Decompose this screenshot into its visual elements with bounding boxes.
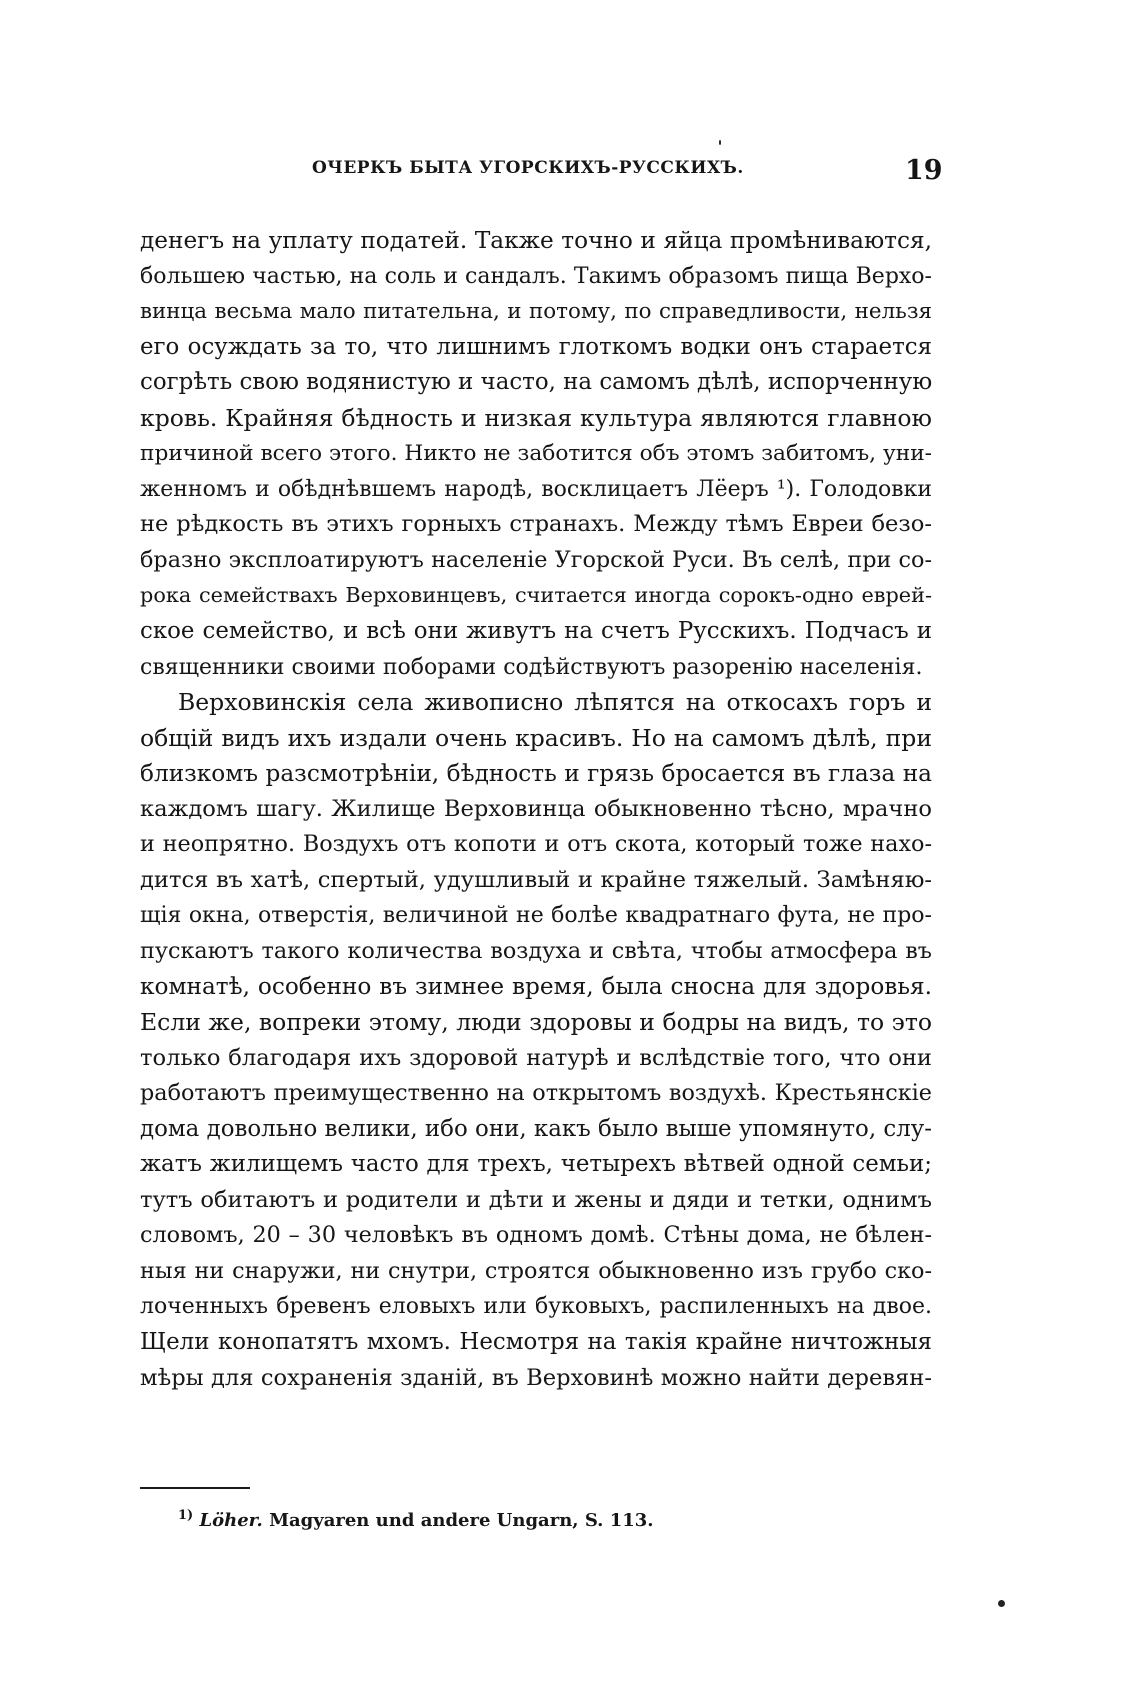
text-line: Если же, вопреки этому, люди здоровы и бодры на видъ, то это xyxy=(140,1008,932,1037)
footnote-marker: 1) xyxy=(178,1508,194,1523)
text-line: и неопрятно. Воздухъ отъ копоти и отъ скота, который тоже нахо- xyxy=(140,831,932,858)
running-head: ОЧЕРКЪ БЫТА УГОРСКИХЪ-РУССКИХЪ. xyxy=(312,158,744,178)
scan-speck xyxy=(998,1600,1005,1607)
footnote-text: Magyaren und andere Ungarn, S. 113. xyxy=(269,1510,654,1531)
text-line: работаютъ преимущественно на открытомъ воздухѣ. Крестьянскіе xyxy=(140,1080,932,1107)
text-line: его осуждать за то, что лишнимъ глоткомъ водки онъ старается xyxy=(140,333,932,360)
text-line: большею частью, на соль и сандалъ. Такимъ образомъ пища Верхо- xyxy=(140,263,932,289)
paragraph-1 xyxy=(140,223,932,685)
text-line: согрѣть свою водянистую и часто, на самомъ дѣлѣ, испорченную xyxy=(140,369,933,396)
text-line: женномъ и обѣднѣвшемъ народѣ, восклицаетъ Лёеръ ¹). Голодовки xyxy=(140,476,932,502)
text-line: денегъ на уплату податей. Также точно и яйца промѣниваются, xyxy=(140,227,932,254)
text-line: не рѣдкость въ этихъ горныхъ странахъ. Между тѣмъ Евреи безо- xyxy=(140,511,932,538)
body-text xyxy=(140,223,932,1396)
text-line: жатъ жилищемъ часто для трехъ, четырехъ вѣтвей одной семьи; xyxy=(140,1151,932,1178)
text-line: ское семейство, и всѣ они живутъ на счетъ Русскихъ. Подчасъ и xyxy=(140,618,932,645)
text-line: словомъ, 20 – 30 человѣкъ въ одномъ домѣ. Стѣны дома, не бѣлен- xyxy=(140,1222,932,1249)
text-line: ныя ни снаружи, ни снутри, строятся обыкновенно изъ грубо ско- xyxy=(140,1257,932,1284)
text-line: дома довольно велики, ибо они, какъ было выше упомянуто, слу- xyxy=(140,1115,932,1142)
footnote-author: Löher. xyxy=(199,1510,263,1531)
text-line: Верховинскія села живописно лѣпятся на откосахъ горъ и xyxy=(178,688,932,717)
paragraph-2 xyxy=(140,685,932,1396)
text-line: близкомъ разсмотрѣніи, бѣдность и грязь бросается въ глаза на xyxy=(140,760,932,788)
footnote xyxy=(178,1508,654,1531)
text-line: кровь. Крайняя бѣдность и низкая культура являются главною xyxy=(140,403,932,432)
text-line: каждомъ шагу. Жилище Верховинца обыкновенно тѣсно, мрачно xyxy=(140,795,932,822)
text-line: священники своими поборами содѣйствуютъ разоренію населенія. xyxy=(140,654,923,680)
scan-speck xyxy=(719,140,721,145)
text-line: Щели конопатятъ мхомъ. Несмотря на такія крайне ничтожныя xyxy=(140,1328,932,1355)
text-line: комнатѣ, особенно въ зимнее время, была сносна для здоровья. xyxy=(140,973,932,1001)
page-number: 19 xyxy=(905,155,943,186)
text-line: лоченныхъ бревенъ еловыхъ или буковыхъ, распиленныхъ на двое. xyxy=(140,1294,932,1320)
text-line: щія окна, отверстія, величиной не болѣе квадратнаго фута, не про- xyxy=(140,903,932,929)
text-line: рока семействахъ Верховинцевъ, считается иногда сорокъ-одно еврей- xyxy=(140,583,932,608)
footnote-rule xyxy=(140,1487,250,1489)
text-line: дится въ хатѣ, спертый, удушливый и крайне тяжелый. Замѣняю- xyxy=(140,866,932,893)
text-line: пускаютъ такого количества воздуха и свѣта, чтобы атмосфера въ xyxy=(140,937,932,964)
text-line: мѣры для сохраненія зданій, въ Верховинѣ можно найти деревян- xyxy=(140,1364,932,1391)
text-line: тутъ обитаютъ и родители и дѣти и жены и дяди и тетки, однимъ xyxy=(140,1186,932,1213)
text-line: только благодаря ихъ здоровой натурѣ и вслѣдствіе того, что они xyxy=(140,1044,932,1071)
text-line: общій видъ ихъ издали очень красивъ. Но на самомъ дѣлѣ, при xyxy=(140,723,932,752)
text-line: винца весьма мало питательна, и потому, по справедливости, нельзя xyxy=(140,299,932,325)
text-line: причиной всего этого. Никто не заботится объ этомъ забитомъ, уни- xyxy=(140,441,932,467)
text-line: бразно эксплоатируютъ населеніе Угорской Руси. Въ селѣ, при со- xyxy=(140,546,932,573)
